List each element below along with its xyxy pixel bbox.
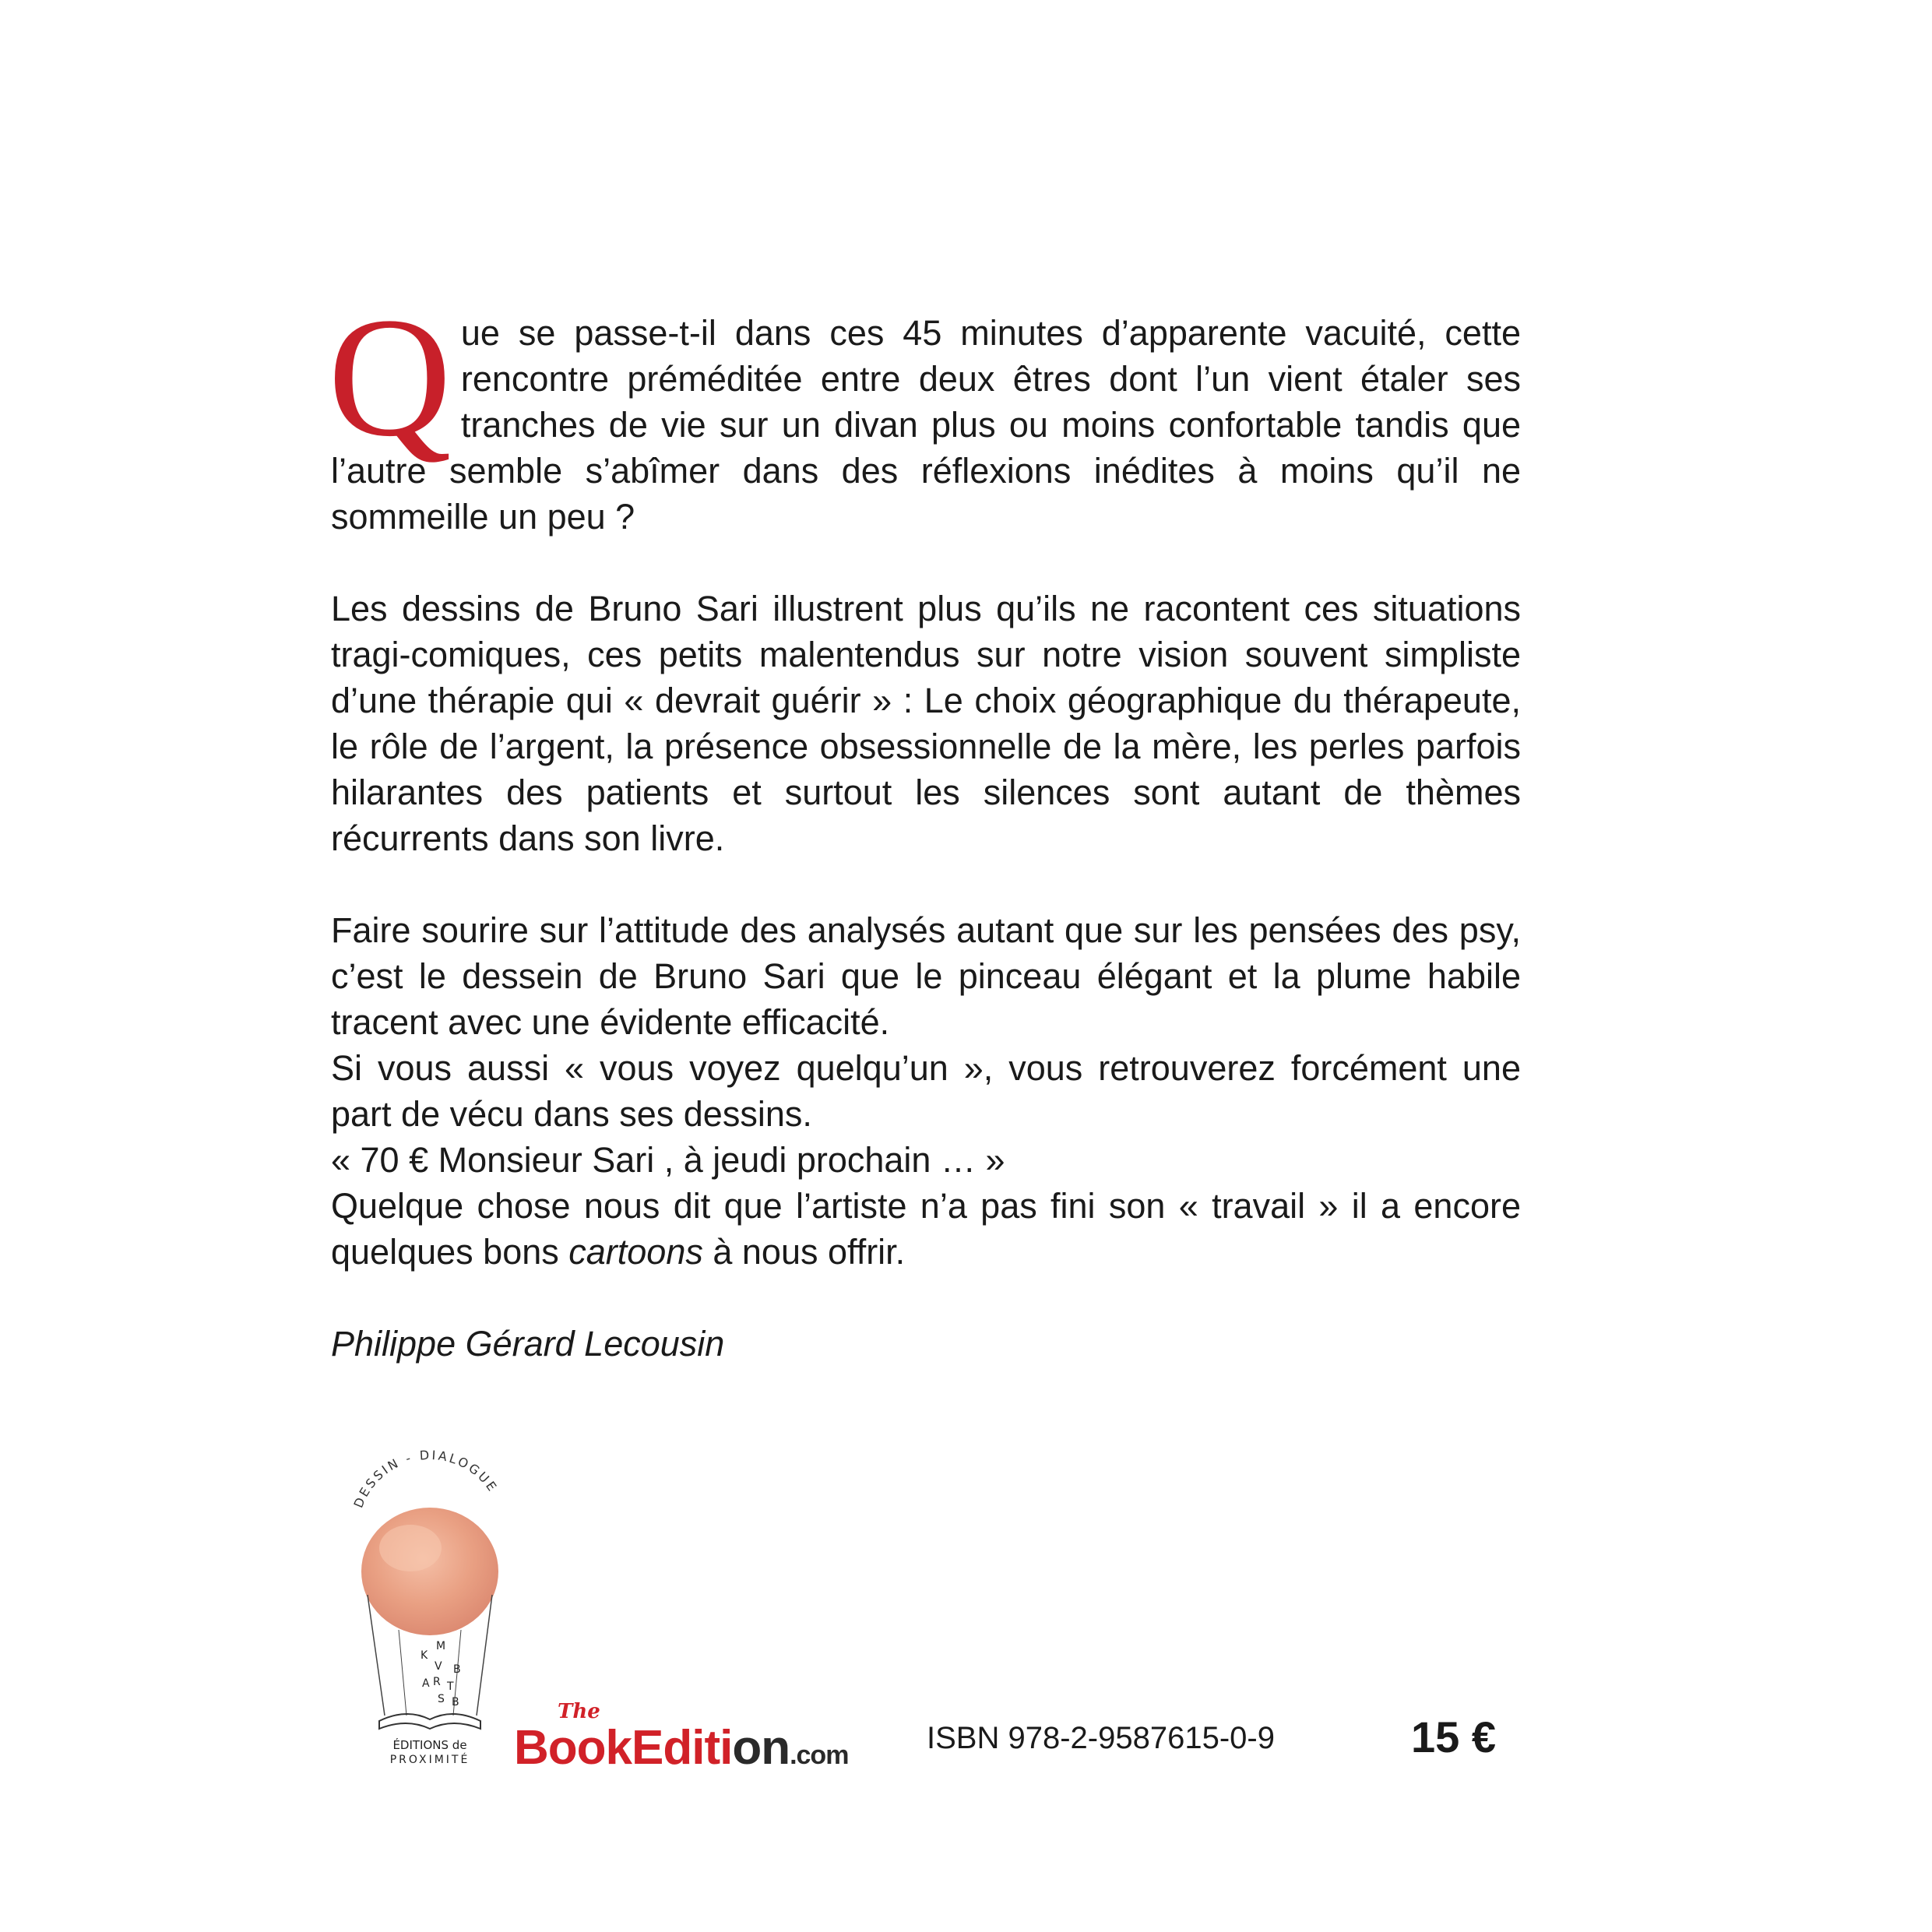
- svg-text:K: K: [421, 1649, 428, 1662]
- back-cover-blurb: [328, 282, 1521, 1413]
- paragraph-6-text-a: Quelque chose nous dit que l’artiste n’a pas fini son « travail » il a encore quelques bons: [331, 1186, 1521, 1272]
- svg-text:T: T: [447, 1680, 454, 1693]
- svg-text:S: S: [438, 1693, 445, 1705]
- paragraph-6-italic: cartoons: [568, 1232, 703, 1272]
- svg-text:B: B: [453, 1663, 461, 1676]
- price-label: 15 €: [1411, 1712, 1496, 1761]
- open-book-icon: [379, 1714, 480, 1729]
- floating-letters: [421, 1640, 461, 1709]
- paragraph-2: Les dessins de Bruno Sari illustrent plus qu’ils ne racontent ces situations tragi-comiques, ces petits malentendus sur notre vision souvent simpliste d’une thérapie qui « devrait guérir » : Le choix géographique du thérapeute, le rôle de l’argent, la présence obsessionnelle de la mère, les perles parfois hilarantes des patients et surtout les silences sont autant de thèmes récurrents dans son livre.: [331, 589, 1521, 858]
- svg-text:A: A: [422, 1677, 430, 1690]
- bookedition-the: The: [558, 1700, 600, 1723]
- drop-cap: Q: [328, 282, 452, 472]
- paragraph-6-text-b: à nous offrir.: [702, 1232, 906, 1272]
- logo-bottom-text-1: ÉDITIONS de: [392, 1738, 467, 1752]
- balloon-highlight: [379, 1525, 442, 1571]
- paragraph-6: [331, 1183, 1521, 1275]
- svg-text:B: B: [452, 1696, 459, 1709]
- author-signature: Philippe Gérard Lecousin: [331, 1324, 725, 1364]
- publisher-balloon-logo: [336, 1439, 523, 1766]
- paragraph-1-text: ue se passe-t-il dans ces 45 minutes d’apparente vacuité, cette rencontre préméditée entre deux êtres dont l’un vient étaler ses tranches de vie sur un divan plus ou moins confortable tandis que l’autre semble s’abîmer dans des réflexions inédites à moins qu’il ne sommeille un peu ?: [331, 313, 1521, 537]
- balloon-rope-inner-left: [399, 1630, 406, 1716]
- quote-line: « 70 € Monsieur Sari , à jeudi prochain … »: [331, 1140, 1005, 1180]
- bookedition-name: BookEdition.com: [514, 1721, 849, 1775]
- paragraph-3: Faire sourire sur l’attitude des analysés autant que sur les pensées des psy, c’est le dessein de Bruno Sari que le pinceau élégant et la plume habile tracent avec une évidente efficacité.: [331, 910, 1521, 1042]
- paragraph-4: Si vous aussi « vous voyez quelqu’un », vous retrouverez forcément une part de vécu dans ses dessins.: [331, 1048, 1521, 1134]
- paragraph-1: [328, 282, 1521, 540]
- svg-text:R: R: [433, 1676, 441, 1688]
- isbn-label: ISBN 978-2-9587615-0-9: [927, 1721, 1275, 1755]
- logo-top-text: DESSIN - DIALOGUE: [350, 1447, 501, 1511]
- svg-text:M: M: [436, 1640, 446, 1652]
- balloon-shape: [361, 1508, 498, 1635]
- bookedition-logo: [514, 1690, 880, 1775]
- svg-text:V: V: [435, 1660, 442, 1673]
- logo-bottom-text-2: PROXIMITÉ: [389, 1754, 470, 1766]
